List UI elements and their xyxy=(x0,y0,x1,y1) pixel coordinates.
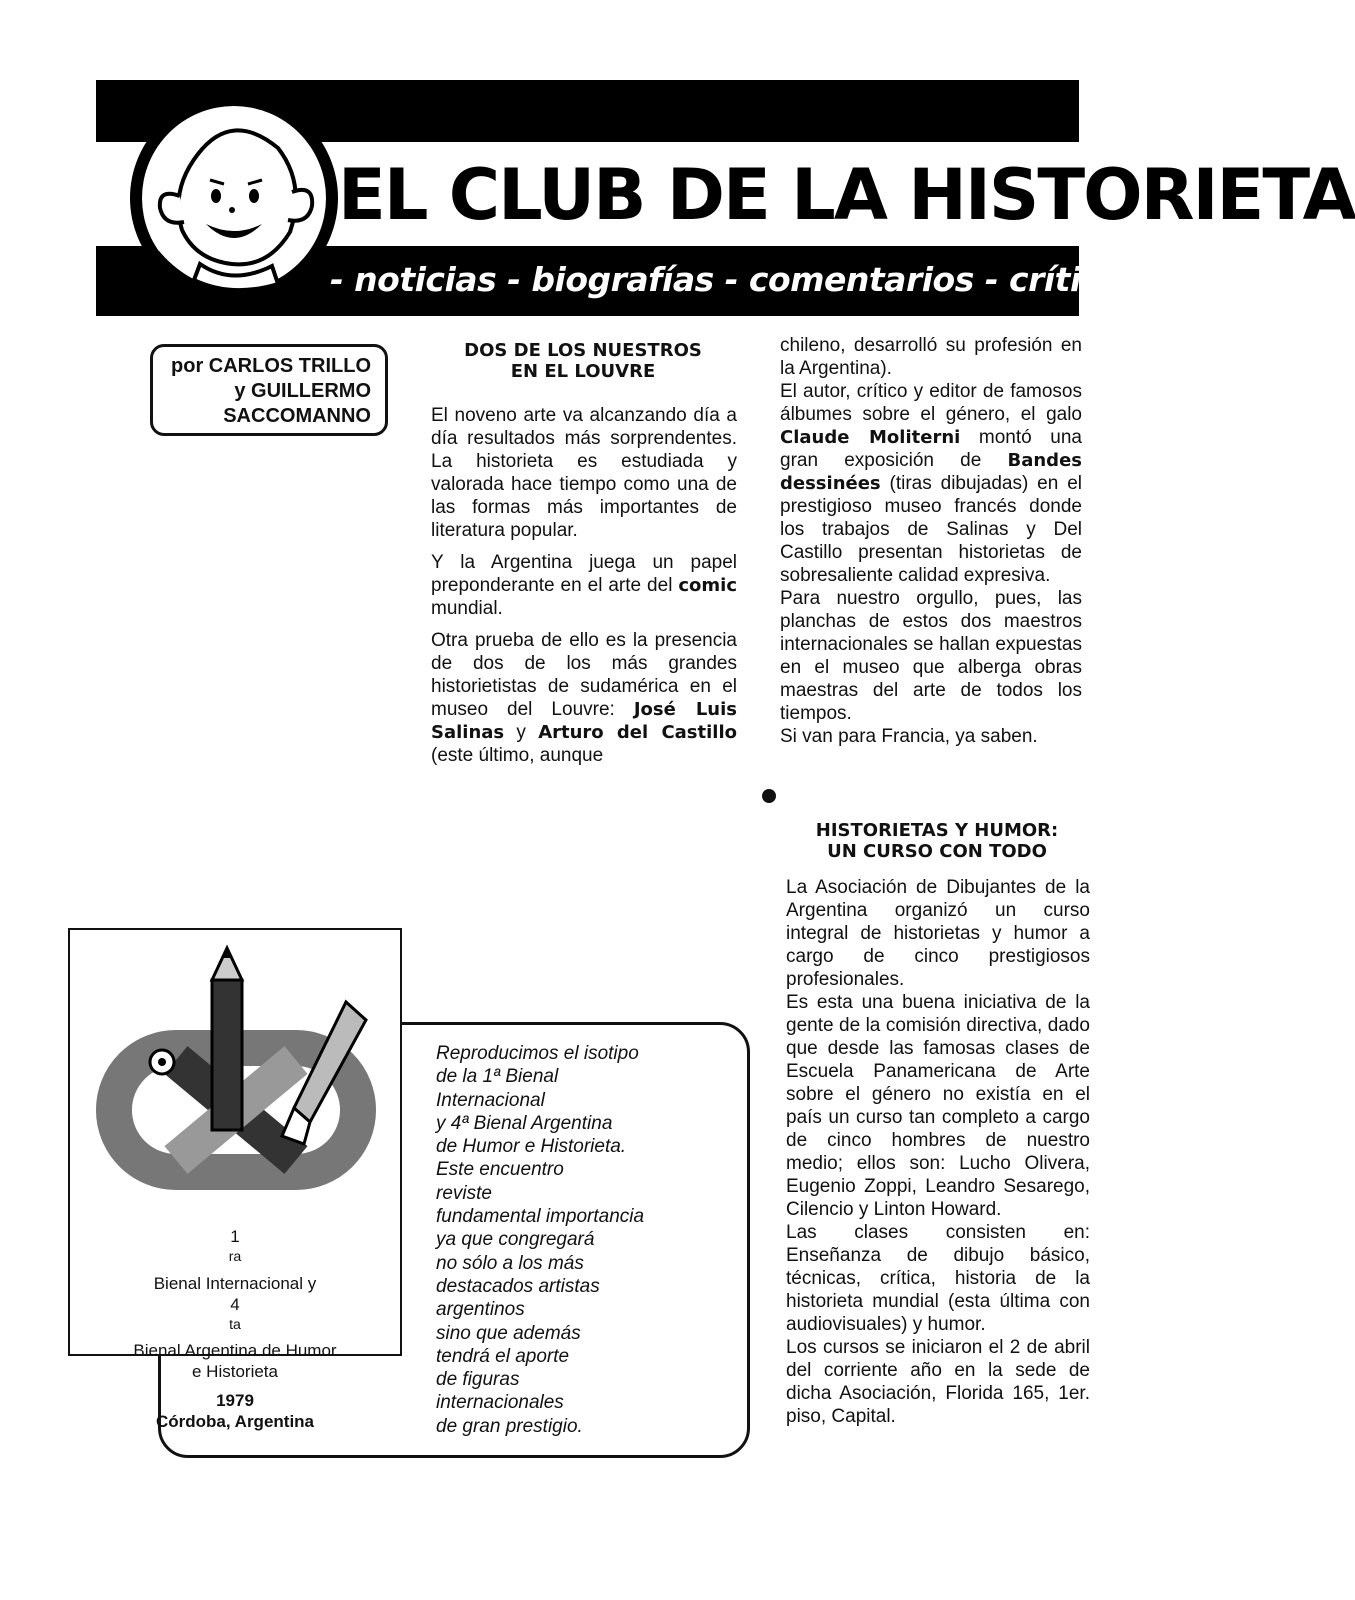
caption-line: y 4ª Bienal Argentina xyxy=(436,1112,613,1134)
paragraph: Si van para Francia, ya saben. xyxy=(780,726,1038,747)
heading-line: HISTORIETAS Y HUMOR: xyxy=(815,820,1059,841)
paragraph: Es esta una buena iniciativa de la gente de la comisión directiva, dado que desde las famosas clases de Escuela Panamericana de Arte sobre el género no existía en el país un curso tan completo a cargo de cinco hombres de nuestro medio; ellos son: Lucho Olivera, Eugenio Zoppi, Leandro Sesarego, Cilencio y Linton Howard. xyxy=(786,992,1090,1220)
section-subtitle: - noticias - biografías - comentarios - críticas - xyxy=(330,260,1165,299)
caption-line: argentinos xyxy=(436,1299,525,1321)
paragraph: Otra prueba de ello es la presencia de dos de los más grandes historietistas de sudamérica en el museo del Louvre: José Luis Salinas y Arturo del Castillo (este último, aunque xyxy=(431,630,738,766)
bullet-icon xyxy=(762,789,776,803)
caption-line: de Humor e Historieta. xyxy=(436,1136,627,1158)
logo-caption-line: 1 $^{ra}$ Bienal Internacional y xyxy=(153,1227,317,1293)
article-heading xyxy=(786,820,1088,862)
caption-line: de gran prestigio. xyxy=(436,1415,583,1437)
heading-line: EN EL LOUVRE xyxy=(510,361,656,382)
mascot-face-icon xyxy=(128,92,340,304)
logo-caption-line: e Historieta xyxy=(192,1362,278,1382)
bienal-isotipo-icon xyxy=(86,940,386,1220)
caption-line: Este encuentro xyxy=(436,1159,564,1181)
paragraph: El noveno arte va alcanzando día a día resultados más sorprendentes. La historieta es estudiada y valorada hace tiempo como una de las formas más importantes de literatura popular. xyxy=(431,405,737,541)
byline-line: y GUILLERMO xyxy=(234,380,371,402)
caption-line: destacados artistas xyxy=(436,1275,600,1297)
page-title: EL CLUB DE LA HISTORIETA xyxy=(338,154,1355,236)
heading-line: DOS DE LOS NUESTROS xyxy=(464,340,702,361)
paragraph: Las clases consisten en: Enseñanza de dibujo básico, técnicas, crítica, historia de la historieta mundial (esta última con audiovisuales) y humor. xyxy=(786,1222,1090,1335)
byline-line: por CARLOS TRILLO xyxy=(171,355,371,377)
paragraph: El autor, crítico y editor de famosos álbumes sobre el género, el galo Claude Moliterni montó una gran exposición de Bandes dessinées (tiras dibujadas) en el prestigioso museo francés donde los trabajos de Salinas y Del Castillo presentan historietas de sobresaliente calidad expresiva. xyxy=(780,381,1082,586)
logo-caption-line: 4 $^{ta}$ Bienal Argentina de Humor xyxy=(133,1294,337,1361)
paragraph: Para nuestro orgullo, pues, las planchas de estos dos maestros internacionales se hallan expuestas en el museo que alberga obras maestras del arte de todos los tiempos. xyxy=(780,588,1082,724)
caption-text xyxy=(436,1042,726,1438)
caption-line: fundamental importancia xyxy=(436,1206,645,1228)
paragraph: Y la Argentina juega un papel preponderante en el arte del comic mundial. xyxy=(431,552,737,619)
byline-box xyxy=(150,344,388,436)
caption-line: sino que además xyxy=(436,1322,581,1344)
paragraph: Los cursos se iniciaron el 2 de abril del corriente año en la sede de dicha Asociación, Florida 165, 1er. piso, Capital. xyxy=(786,1337,1090,1427)
paragraph: La Asociación de Dibujantes de la Argentina organizó un curso integral de historietas y humor a cargo de cinco prestigiosos profesionales. xyxy=(786,877,1090,990)
caption-line: internacionales xyxy=(436,1392,564,1414)
caption-line: reviste xyxy=(436,1182,492,1204)
caption-line: Reproducimos el isotipo xyxy=(436,1043,639,1064)
article-column xyxy=(780,334,1082,748)
caption-line: no sólo a los más xyxy=(436,1252,584,1274)
logo-place: Córdoba, Argentina xyxy=(155,1412,315,1432)
byline-line: SACCOMANNO xyxy=(223,405,371,427)
article-column xyxy=(786,876,1090,1428)
logo-caption xyxy=(70,1226,400,1432)
caption-line: tendrá el aporte xyxy=(436,1345,570,1367)
article-heading xyxy=(430,340,736,382)
logo-year: 1979 xyxy=(216,1391,254,1411)
caption-line: Internacional xyxy=(436,1089,545,1111)
caption-line: de figuras xyxy=(436,1369,520,1391)
paragraph: chileno, desarrolló su profesión en la Argentina). xyxy=(780,335,1082,379)
caption-line: ya que congregará xyxy=(436,1229,595,1251)
article-column xyxy=(431,404,737,776)
caption-line: de la 1ª Bienal xyxy=(436,1066,559,1088)
heading-line: UN CURSO CON TODO xyxy=(827,841,1047,862)
